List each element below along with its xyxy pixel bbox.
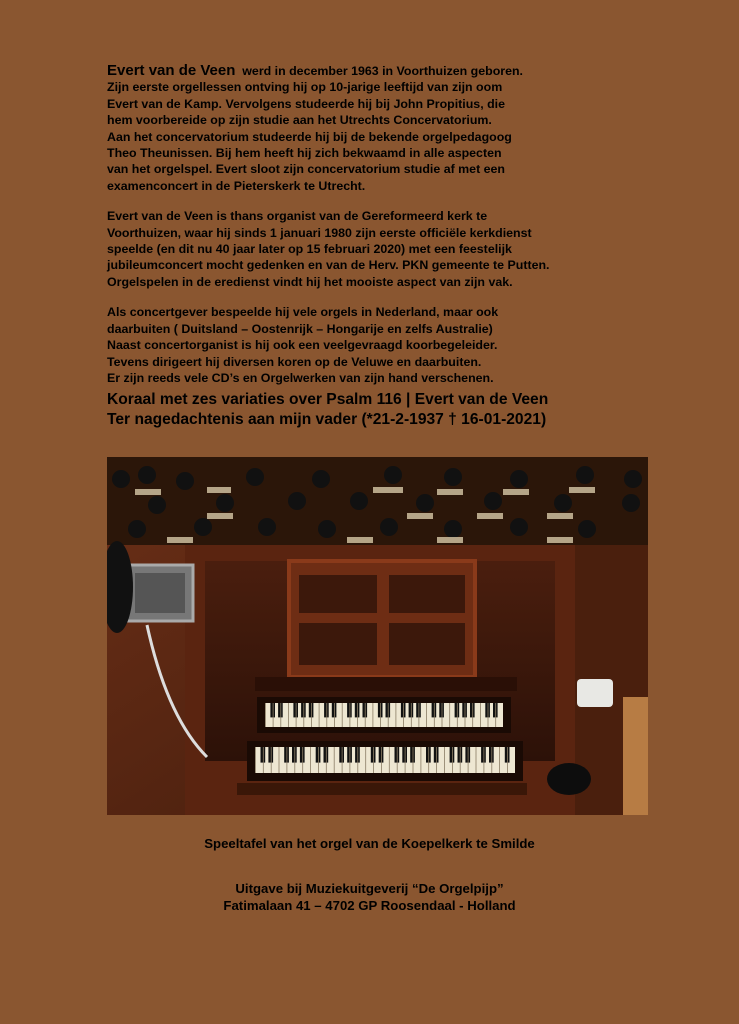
bio-line: jubileumconcert mocht gedenken en van de Herv. PKN gemeente te Putten. <box>107 258 550 273</box>
biography <box>107 63 607 400</box>
bio-line: Als concertgever bespeelde hij vele orgels in Nederland, maar ook <box>107 305 499 320</box>
bio-paragraph-2 <box>107 208 607 290</box>
bio-paragraph-1 <box>107 63 607 194</box>
bio-line: Theo Theunissen. Bij hem heeft hij zich bekwaamd in alle aspecten <box>107 146 502 161</box>
publisher-line-1: Uitgave bij Muziekuitgeverij “De Orgelpijp” <box>235 881 504 896</box>
composer-name: Evert van de Veen <box>107 62 236 79</box>
bio-line: Orgelspelen in de eredienst vindt hij het mooiste aspect van zijn vak. <box>107 274 513 289</box>
bio-line: Evert van de Veen is thans organist van de Gereformeerd kerk te <box>107 209 488 224</box>
bio-line: van het orgelspel. Evert sloot zijn concervatorium studie af met een <box>107 162 505 177</box>
photo-caption: Speeltafel van het orgel van de Koepelkerk te Smilde <box>204 836 535 851</box>
bio-line: Zijn eerste orgellessen ontving hij op 10-jarige leeftijd van zijn oom <box>107 80 503 95</box>
bio-line: examenconcert in de Pieterskerk te Utrecht. <box>107 178 366 193</box>
bio-line: Naast concertorganist is hij ook een veelgevraagd koorbegeleider. <box>107 338 498 353</box>
bio-line: Voorthuizen, waar hij sinds 1 januari 1980 zijn eerste officiële kerkdienst <box>107 225 532 240</box>
bio-line: Er zijn reeds vele CD’s en Orgelwerken van zijn hand verschenen. <box>107 370 494 385</box>
work-title <box>107 390 627 430</box>
publisher-info <box>0 880 739 914</box>
organ-console-photo <box>107 457 648 815</box>
work-title-line-1: Koraal met zes variaties over Psalm 116 | Evert van de Veen <box>107 391 549 408</box>
bio-first-line-rest: werd in december 1963 in Voorthuizen geboren. <box>242 64 523 78</box>
bio-line: daarbuiten ( Duitsland – Oostenrijk – Hongarije en zelfs Australie) <box>107 321 493 336</box>
bio-paragraph-3 <box>107 304 607 386</box>
bio-first-line <box>107 63 607 79</box>
bio-line: Aan het concervatorium studeerde hij bij de bekende orgelpedagoog <box>107 129 512 144</box>
bio-line: Evert van de Kamp. Vervolgens studeerde hij bij John Propitius, die <box>107 96 505 111</box>
publisher-line-2: Fatimalaan 41 – 4702 GP Roosendaal - Holland <box>223 898 516 913</box>
bio-line: Tevens dirigeert hij diversen koren op de Veluwe en daarbuiten. <box>107 354 482 369</box>
organ-console-illustration <box>107 457 648 815</box>
work-title-line-2: Ter nagedachtenis aan mijn vader (*21-2-1937 † 16-01-2021) <box>107 411 547 428</box>
bio-line: speelde (en dit nu 40 jaar later op 15 februari 2020) met een feestelijk <box>107 242 512 257</box>
bio-line: hem voorbereide op zijn studie aan het Utrechts Concervatorium. <box>107 113 492 128</box>
